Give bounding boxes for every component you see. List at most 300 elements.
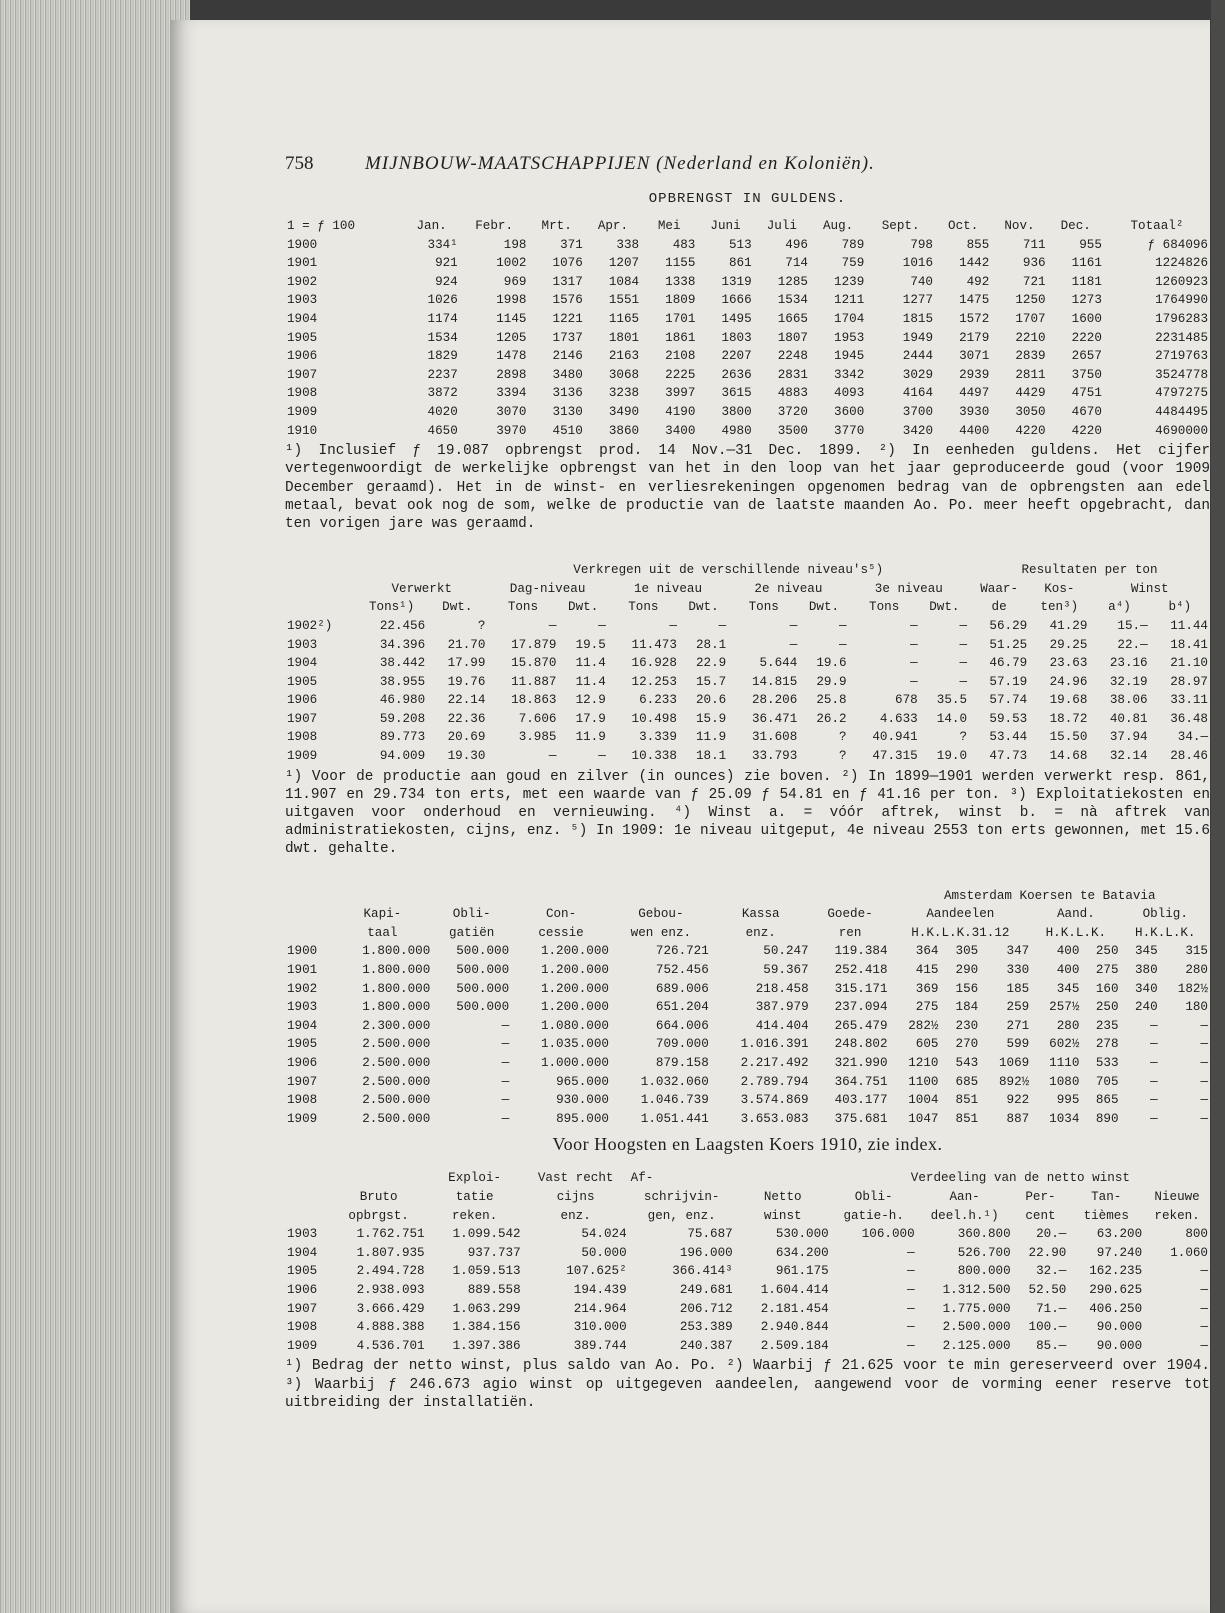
table-cell: ? xyxy=(477,618,486,633)
table-cell: 711 xyxy=(1022,237,1046,252)
row-year: 1908 xyxy=(287,386,318,401)
table-row xyxy=(285,1337,1210,1356)
table-cell: 752.456 xyxy=(655,963,709,978)
t2-n3: 3e niveau xyxy=(874,581,943,596)
table-cell: 19.68 xyxy=(1049,693,1088,708)
table-row xyxy=(285,329,1210,348)
table-cell: 1026 xyxy=(427,293,458,308)
table-cell: 46.980 xyxy=(379,693,426,708)
table-cell: 89.773 xyxy=(379,730,426,745)
column-subheader: Tons¹) xyxy=(368,600,415,615)
table-cell: 184 xyxy=(955,1000,979,1015)
table-cell: 965.000 xyxy=(556,1074,609,1089)
table-row xyxy=(285,636,1210,655)
table-cell: 29.9 xyxy=(816,674,847,689)
opbrengst-table xyxy=(285,217,1210,440)
table-cell: 253.389 xyxy=(679,1320,733,1335)
table-cell: 282½ xyxy=(908,1018,939,1033)
table-cell: 1.059.513 xyxy=(452,1264,521,1279)
table-cell: 36.48 xyxy=(1170,711,1208,726)
book-page xyxy=(170,20,1210,1613)
column-subheader: tièmes xyxy=(1083,1208,1129,1223)
table-cell: 879.158 xyxy=(655,1056,709,1071)
t2-dag: Dag-niveau xyxy=(509,581,586,596)
table-cell: 2.500.000 xyxy=(362,1093,431,1108)
table-cell: 1953 xyxy=(834,330,865,345)
table-cell: 1250 xyxy=(1015,293,1046,308)
table-cell: 2179 xyxy=(959,330,990,345)
table-row xyxy=(285,254,1210,273)
page-number: 758 xyxy=(285,153,314,174)
table-cell: 275 xyxy=(1095,963,1119,978)
table-cell: 634.200 xyxy=(775,1245,829,1260)
table-cell: 3970 xyxy=(496,423,527,438)
table-cell: 2163 xyxy=(608,349,640,364)
table-cell: 321.990 xyxy=(834,1056,888,1071)
column-subheader: enz. xyxy=(560,1208,591,1223)
table-cell: 2839 xyxy=(1015,349,1046,364)
table-cell: 4020 xyxy=(427,404,458,419)
column-header: Goede- xyxy=(827,907,873,922)
table-cell: 2.500.000 xyxy=(942,1320,1011,1335)
table-cell: 4690000 xyxy=(1155,423,1208,438)
table-cell: 1764990 xyxy=(1155,293,1208,308)
table-row xyxy=(285,347,1210,366)
table-cell: 1338 xyxy=(665,274,696,289)
table-cell: 71.— xyxy=(1036,1301,1067,1316)
table-cell: 107.625² xyxy=(566,1264,627,1279)
table-row xyxy=(285,1091,1210,1110)
column-header: Netto xyxy=(763,1190,802,1204)
table-cell: — xyxy=(1150,1074,1158,1089)
table-cell: 290 xyxy=(955,963,979,978)
table-cell: 53.44 xyxy=(989,730,1028,745)
column-subheader: deel.h.¹) xyxy=(930,1208,999,1223)
table-cell: 32.14 xyxy=(1109,749,1148,764)
table-cell: 1600 xyxy=(1071,311,1102,326)
row-year: 1906 xyxy=(287,349,318,364)
table-cell: 1.775.000 xyxy=(942,1301,1011,1316)
column-header: Kassa xyxy=(741,907,780,922)
table-cell: ƒ 684096 xyxy=(1147,237,1208,252)
column-header: Juni xyxy=(710,219,741,233)
table-cell: 2.494.728 xyxy=(356,1264,425,1279)
table-cell: 3930 xyxy=(959,404,990,419)
table-cell: 240.387 xyxy=(679,1338,733,1353)
table-cell: 1100 xyxy=(908,1074,939,1089)
table-cell: — xyxy=(1200,1018,1208,1033)
table-cell: 271 xyxy=(1006,1018,1030,1033)
table-cell: 1551 xyxy=(608,293,640,308)
table-cell: 338 xyxy=(616,237,640,252)
table-cell: 360.800 xyxy=(957,1227,1011,1242)
column-subheader: H.K.L.K. xyxy=(1045,925,1107,940)
table-cell: 1.016.391 xyxy=(740,1037,809,1052)
table-cell: — xyxy=(501,1111,510,1126)
column-header: Totaal² xyxy=(1130,219,1184,233)
column-header: Sept. xyxy=(881,219,920,233)
row-year: 1906 xyxy=(287,693,318,708)
table-cell: 22.9 xyxy=(695,656,727,671)
table-cell: 887 xyxy=(1006,1111,1030,1126)
table-cell: 1145 xyxy=(496,311,527,326)
table-cell: 3029 xyxy=(902,367,933,382)
table-cell: 3860 xyxy=(608,423,640,438)
table-cell: — xyxy=(907,1264,915,1279)
row-year: 1902 xyxy=(287,981,318,996)
table-cell: 1.063.299 xyxy=(452,1301,521,1316)
column-subheader: taal xyxy=(367,925,398,940)
table-cell: 2237 xyxy=(427,367,458,382)
table-cell: 1207 xyxy=(608,256,640,271)
table-cell: 414.404 xyxy=(755,1018,809,1033)
table-cell: 198 xyxy=(503,237,527,252)
table-cell: 685 xyxy=(955,1074,979,1089)
table-cell: 340 xyxy=(1134,981,1158,996)
table-cell: 11.887 xyxy=(511,674,557,689)
table-cell: — xyxy=(501,1037,510,1052)
table-cell: 1260923 xyxy=(1155,274,1208,289)
table-cell: 97.240 xyxy=(1096,1245,1143,1260)
table-cell: 34.— xyxy=(1177,730,1208,745)
table-row xyxy=(285,998,1210,1017)
table-cell: 851 xyxy=(955,1111,979,1126)
table-cell: 955 xyxy=(1079,237,1102,252)
table-cell: 47.73 xyxy=(989,749,1028,764)
table-cell: — xyxy=(907,1245,915,1260)
table-cell: 230 xyxy=(955,1018,979,1033)
table-cell: 240 xyxy=(1134,1000,1158,1015)
table2-footnote: ¹) Voor de productie aan goud en zilver (in ounces) zie boven. ²) In 1899—1901 werden verwerkt resp. 861, 11.907 en 29.734 ton erts, met een waarde van ƒ 25.09 ƒ 54.81 en ƒ 41.16 per ton. ³) Exploitatiekosten en uitgaven voor onderhoud en vernieuwing. ⁴) Winst a. = vóór aftrek, winst b. = nà aftrek van administratiekosten, cijns, enz. ⁵) In 1909: 1e niveau uitgeput, 4e niveau 2553 ton erts gewonnen, met 15.6 dwt. gehalte. xyxy=(285,768,1210,858)
t2-winst: Winst xyxy=(1130,581,1169,596)
table-cell: 922 xyxy=(1006,1093,1030,1108)
row-year: 1900 xyxy=(287,944,318,959)
table-cell: 2248 xyxy=(777,349,808,364)
table-cell: 371 xyxy=(560,237,583,252)
table-cell: 46.79 xyxy=(989,656,1028,671)
table-cell: — xyxy=(1150,1018,1158,1033)
table-cell: 2636 xyxy=(721,367,752,382)
balans-koersen-table xyxy=(285,887,1210,1129)
table-cell: 1704 xyxy=(834,311,865,326)
table-cell: 500.000 xyxy=(456,1000,510,1015)
table-cell: 1.051.441 xyxy=(640,1111,709,1126)
table-cell: 290.625 xyxy=(1089,1282,1143,1297)
table-cell: 1076 xyxy=(552,256,583,271)
table-cell: 3524778 xyxy=(1155,367,1208,382)
table-row xyxy=(285,673,1210,692)
table-cell: 895.000 xyxy=(556,1111,609,1126)
table-cell: 17.879 xyxy=(511,637,557,652)
column-header: Tan- xyxy=(1091,1190,1122,1204)
table-cell: 180 xyxy=(1185,1000,1208,1015)
table-row xyxy=(285,291,1210,310)
table-row xyxy=(285,1262,1210,1281)
table-cell: — xyxy=(1200,1301,1208,1316)
row-year: 1908 xyxy=(287,730,318,745)
table-cell: — xyxy=(501,1074,510,1089)
column-subheader: wen enz. xyxy=(630,925,692,940)
table-cell: 38.442 xyxy=(379,656,426,671)
table-cell: 4400 xyxy=(959,423,990,438)
table-row xyxy=(285,310,1210,329)
table-cell: 500.000 xyxy=(456,963,510,978)
table-cell: 14.815 xyxy=(751,674,798,689)
table-cell: 2657 xyxy=(1071,349,1102,364)
table-cell: 1666 xyxy=(721,293,752,308)
table-cell: 2225 xyxy=(665,367,696,382)
table-row xyxy=(285,403,1210,422)
table-cell: 1.035.000 xyxy=(540,1037,609,1052)
table-cell: 50.247 xyxy=(763,944,809,959)
table-cell: 1205 xyxy=(496,330,527,345)
table-cell: 1.200.000 xyxy=(540,944,609,959)
table-cell: 1.807.935 xyxy=(356,1245,425,1260)
table-cell: 57.19 xyxy=(989,674,1028,689)
table-cell: 2.500.000 xyxy=(362,1074,431,1089)
table-cell: 22.456 xyxy=(379,618,426,633)
table-cell: 16.928 xyxy=(631,656,677,671)
table-cell: 500.000 xyxy=(456,944,510,959)
table-cell: 100.— xyxy=(1028,1320,1067,1335)
table-cell: 85.— xyxy=(1036,1338,1067,1353)
column-header: Mei xyxy=(657,219,681,233)
table-cell: 19.6 xyxy=(816,656,847,671)
row-year: 1909 xyxy=(287,1338,318,1353)
table-cell: 726.721 xyxy=(655,944,709,959)
table-cell: 1861 xyxy=(665,330,696,345)
table-row xyxy=(285,747,1210,766)
table-cell: 11.4 xyxy=(575,674,606,689)
column-header: Febr. xyxy=(475,219,514,233)
column-subheader: de xyxy=(991,600,1007,615)
table-cell: 937.737 xyxy=(467,1245,521,1260)
column-subheader: reken. xyxy=(1154,1208,1200,1223)
table-cell: — xyxy=(1150,1111,1158,1126)
table-cell: 759 xyxy=(841,256,865,271)
table-cell: 1572 xyxy=(959,311,990,326)
table-cell: 1069 xyxy=(998,1056,1030,1071)
table-cell: 160 xyxy=(1095,981,1119,996)
table-cell: 3.985 xyxy=(518,730,557,745)
table-cell: 28.46 xyxy=(1170,749,1208,764)
table-cell: 1161 xyxy=(1071,256,1102,271)
column-header: Kapi- xyxy=(363,907,402,922)
table-cell: 2898 xyxy=(496,367,527,382)
row-year: 1904 xyxy=(287,311,318,326)
table-cell: 18.1 xyxy=(695,749,727,764)
t3-koersen-header: Amsterdam Koersen te Batavia xyxy=(943,888,1156,903)
row-year: 1903 xyxy=(287,637,318,652)
table-row xyxy=(285,1244,1210,1263)
table-cell: 2831 xyxy=(777,367,808,382)
table-cell: — xyxy=(789,637,798,652)
table-cell: — xyxy=(1150,1037,1158,1052)
running-title: MIJNBOUW-MAATSCHAPPIJEN (Nederland en Koloniën). xyxy=(365,153,875,174)
column-subheader: Dwt. xyxy=(568,600,599,615)
t2-n1: 1e niveau xyxy=(633,581,703,596)
table-cell: 156 xyxy=(955,981,979,996)
t2-kos: Kos- xyxy=(1044,581,1075,596)
table-cell: 3700 xyxy=(902,404,933,419)
table-cell: — xyxy=(598,749,606,764)
table-cell: 90.000 xyxy=(1096,1338,1143,1353)
table-row xyxy=(285,942,1210,961)
table-cell: 3238 xyxy=(608,386,640,401)
column-subheader: H.K.L.K.31.12 xyxy=(911,925,1010,940)
table-cell: 19.0 xyxy=(936,749,968,764)
column-header: Apr. xyxy=(597,219,629,233)
table-cell: 1.200.000 xyxy=(540,981,609,996)
table-cell: 14.68 xyxy=(1049,749,1088,764)
table-cell: 278 xyxy=(1095,1037,1119,1052)
table-cell: 4220 xyxy=(1015,423,1046,438)
table-cell: 892½ xyxy=(998,1074,1030,1089)
table-cell: 19.76 xyxy=(447,674,486,689)
table-cell: 4650 xyxy=(427,423,458,438)
table-cell: 865 xyxy=(1095,1093,1119,1108)
table-cell: 1576 xyxy=(552,293,583,308)
table-cell: 2719763 xyxy=(1155,349,1208,364)
column-subheader: cessie xyxy=(538,925,584,940)
table-cell: 28.1 xyxy=(695,637,727,652)
t4-exploi: Exploi- xyxy=(448,1171,502,1186)
table-cell: 4484495 xyxy=(1155,404,1208,419)
table-cell: 250 xyxy=(1095,944,1119,959)
table-row xyxy=(285,980,1210,999)
table-cell: 1534 xyxy=(427,330,458,345)
table-cell: 605 xyxy=(915,1037,939,1052)
row-year: 1905 xyxy=(287,330,318,345)
table-cell: 1.060 xyxy=(1170,1245,1208,1260)
table-cell: 689.006 xyxy=(655,981,709,996)
table-cell: 936 xyxy=(1022,256,1046,271)
table-cell: 3490 xyxy=(608,404,640,419)
table-cell: 1949 xyxy=(902,330,933,345)
table-cell: 2.500.000 xyxy=(362,1037,431,1052)
table-cell: 3750 xyxy=(1071,367,1102,382)
row-year: 1908 xyxy=(287,1320,318,1335)
table-cell: 389.744 xyxy=(573,1338,627,1353)
column-header: Per- xyxy=(1025,1190,1056,1204)
table-cell: 364 xyxy=(915,944,939,959)
table-cell: 1002 xyxy=(496,256,527,271)
table-cell: 29.25 xyxy=(1049,637,1088,652)
table-cell: 1796283 xyxy=(1155,311,1208,326)
table-cell: 47.315 xyxy=(872,749,918,764)
table-cell: 28.206 xyxy=(751,693,798,708)
table-cell: 1829 xyxy=(427,349,458,364)
table-cell: 3342 xyxy=(834,367,865,382)
table-cell: — xyxy=(959,656,968,671)
table-cell: 526.700 xyxy=(957,1245,1011,1260)
table-cell: 4497 xyxy=(959,386,990,401)
winst-verdeeling-table xyxy=(285,1169,1210,1355)
table-cell: 4.888.388 xyxy=(356,1320,425,1335)
table-cell: — xyxy=(907,1282,915,1297)
table-cell: 1155 xyxy=(665,256,696,271)
column-subheader: a⁴) xyxy=(1108,600,1131,615)
table-cell: 1665 xyxy=(777,311,808,326)
table-cell: 206.712 xyxy=(679,1301,733,1316)
table-cell: 3872 xyxy=(427,386,458,401)
table-cell: 364.751 xyxy=(834,1074,888,1089)
table-cell: 1.200.000 xyxy=(540,963,609,978)
column-subheader: enz. xyxy=(745,925,776,940)
row-year: 1904 xyxy=(287,1018,318,1033)
table-cell: 20.69 xyxy=(447,730,486,745)
table-cell: 709.000 xyxy=(655,1037,709,1052)
table-cell: 930.000 xyxy=(556,1093,609,1108)
table-cell: 3.574.869 xyxy=(740,1093,809,1108)
table-cell: 3615 xyxy=(721,386,752,401)
table-cell: 249.681 xyxy=(679,1282,733,1297)
row-year: 1908 xyxy=(287,1093,318,1108)
table-row xyxy=(285,1110,1210,1129)
table-cell: 1.800.000 xyxy=(362,963,431,978)
table-cell: 2.181.454 xyxy=(760,1301,829,1316)
table-cell: 3.666.429 xyxy=(356,1301,425,1316)
table-cell: 119.384 xyxy=(834,944,888,959)
table-cell: 270 xyxy=(955,1037,979,1052)
column-header: Nov. xyxy=(1004,219,1035,233)
column-header: Aan- xyxy=(949,1190,980,1204)
table-cell: 52.50 xyxy=(1028,1282,1067,1297)
table-cell: 196.000 xyxy=(679,1245,733,1260)
column-subheader: Dwt. xyxy=(688,600,719,615)
table-cell: 28.97 xyxy=(1170,674,1208,689)
table-cell: 3480 xyxy=(552,367,583,382)
table-cell: 345 xyxy=(1134,944,1158,959)
table-cell: 94.009 xyxy=(379,749,426,764)
table-cell: 15.— xyxy=(1117,618,1148,633)
table-cell: 1495 xyxy=(721,311,752,326)
table-cell: 54.024 xyxy=(581,1227,627,1242)
table-cell: 3500 xyxy=(777,423,808,438)
table-cell: — xyxy=(1200,1074,1208,1089)
table-cell: — xyxy=(910,637,918,652)
table-cell: 38.955 xyxy=(379,674,426,689)
table-cell: 924 xyxy=(435,274,458,289)
table-cell: 1.397.386 xyxy=(452,1338,521,1353)
row-year: 1905 xyxy=(287,1037,318,1052)
table-cell: 35.5 xyxy=(936,693,968,708)
table-cell: — xyxy=(1150,1093,1158,1108)
table-cell: 1.000.000 xyxy=(540,1056,609,1071)
table-cell: 34.396 xyxy=(379,637,426,652)
table-cell: 345 xyxy=(1056,981,1080,996)
page-content xyxy=(285,125,1210,1412)
table-cell: — xyxy=(910,618,918,633)
table-cell: 2.500.000 xyxy=(362,1111,431,1126)
table-cell: 1047 xyxy=(908,1111,939,1126)
table-cell: 5.644 xyxy=(759,656,798,671)
table-cell: 3.653.083 xyxy=(740,1111,809,1126)
table-cell: 889.558 xyxy=(467,1282,521,1297)
table-cell: 21.70 xyxy=(447,637,486,652)
table-cell: 851 xyxy=(955,1093,979,1108)
table-cell: 1211 xyxy=(834,293,865,308)
table-cell: 3400 xyxy=(665,423,696,438)
column-header: Gebou- xyxy=(638,907,684,922)
table-cell: — xyxy=(501,1018,510,1033)
table-cell: 7.606 xyxy=(518,711,557,726)
table-cell: 24.96 xyxy=(1049,674,1088,689)
table-cell: 15.7 xyxy=(695,674,727,689)
row-year: 1902²) xyxy=(287,618,333,633)
table-cell: 3800 xyxy=(721,404,752,419)
table-cell: 1998 xyxy=(496,293,527,308)
